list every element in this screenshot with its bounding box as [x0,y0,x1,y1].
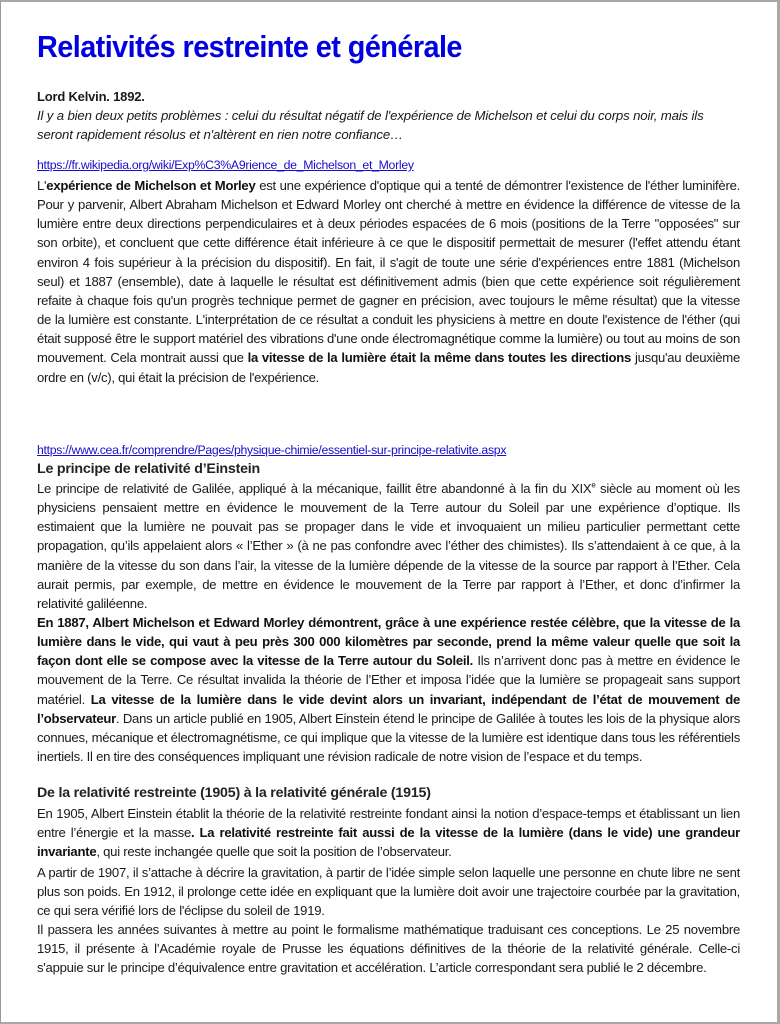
document-title: Relativités restreinte et générale [37,29,462,64]
bold-invariant: La vitesse de la lumière dans le vide devint alors un invariant, indépendant de l’état de mouvement de l’observateur [37,691,740,726]
section-heading-restricted-to-general: De la relativité restreinte (1905) à la relativité générale (1915) [37,785,431,801]
text-1887: Ils n’arrivent donc pas à mettre en évidence le mouvement de la Terre. Ce résultat invalida la théorie de l’Ether et imposa l’idée que la lumière se propageait sans support matériel. [37,653,740,707]
quote-text: Il y a bien deux petits problèmes : celui du résultat négatif de l'expérience de Michelson et celui du corps noir, mais ils seront rapidement résolus et n'altèrent en rien notre confiance… [37,108,704,142]
paragraph-body: est une expérience d'optique qui a tenté de démontrer l'existence de l'éther luminifère. Pour y parvenir, Albert Abraham Michelson et Edward Morley ont cherché à mettre en évidence la différence de vitesse de la lumière entre deux directions perpendiculaires et à deux périodes espacées de 6 mois (positions de la Terre "opposées" sur son orbite), et concluent que cette différence était inférieure à ce que le dispositif permettait de mesurer (l'effet attendu étant environ 4 fois supérieur à la précision du dispositif). En fait, il s'agit de toute une série d'expériences entre 1881 (Michelson seul) et 1887 (ensemble), date à laquelle le résultat est définitivement admis (bien que cette expérience soit régulièrement refaite à chaque fois qu'un progrès technique permet de gagner en précision, avec toujours le même résultat) que la vitesse de la lumière est constante. L'interprétation de ce résultat a conduit les physiciens à mettre en doute l'existence de l'éther (qui était supposé être le support matériel des vibrations d'une onde électromagnétique comme la lumière) ou tout au moins de son mouvement. Cela montrait aussi que [37,178,740,366]
intro-bold: expérience de Michelson et Morley [46,178,256,193]
text-observer: , qui reste inchangée quelle que soit la position de l’observateur. [96,844,452,860]
text-einstein-1905: . Dans un article publié en 1905, Albert Einstein étend le principe de Galilée à toutes les lois de la physique alors connues, mécanique et électromagnétisme, ce qui implique que la vitesse de la lumière est identique dans tous les référentiels inertiels. Il en tire des conséquences impliquant une révision radicale de notre vision de l’espace et du temps. [37,710,740,765]
section-heading-einstein-principle: Le principe de relativité d’Einstein [37,461,261,477]
wikipedia-link[interactable]: https://fr.wikipedia.org/wiki/Exp%C3%A9rience_de_Michelson_et_Morley [37,158,414,172]
text-after-sup: siècle au moment où les physiciens pensaient mettre en évidence le mouvement de la Terre autour du Soleil par une expérience d’optique. Ils estimaient que la lumière ne pouvait pas se propager dans le vide et invoquaient un milieu particulier permettant cette propagation, qu’ils appelaient alors « l’Ether » (à ne pas confondre avec l’éther des chimistes). Ils s’attendaient à ce que, à la manière de la vitesse du son dans l’air, la vitesse de la lumière dépende de la vitesse de la source par rapport à l’Ether. Cela aurait permis, par exemple, de mettre en évidence le mouvement de la Terre par rapport à l’Ether, et donc d’infirmer la relativité galiléenne. [37,481,740,611]
paragraph-tail: jusqu'au deuxième ordre en (v/c), qui était la précision de l'expérience. [37,350,740,385]
quote-author: Lord Kelvin. 1892. [37,89,145,104]
text-before-sup: Le principe de relativité de Galilée, appliqué à la mécanique, faillit être abandonné à la fin du XIX [37,481,592,496]
gravitation-1907-paragraph: A partir de 1907, il s’attache à décrire la gravitation, à partir de l’idée simple selon laquelle une personne en chute libre ne sent plus son poids. En 1912, il prolonge cette idée en expliquant que la lumière doit avoir une trajectoire courbée par la gravitation, ce qui sera vérifié lors de l'éclipse du soleil de 1919. [37,865,740,919]
cea-link[interactable]: https://www.cea.fr/comprendre/Pages/physique-chimie/essentiel-sur-principe-relativite.aspx [37,443,507,457]
bold-1887: En 1887, Albert Michelson et Edward Morley démontrent, grâce à une expérience restée célèbre, que la vitesse de la lumière dans le vide, qui vaut à peu près 300 000 kilomètres par seconde, prend la même valeur quelle que soit la façon dont elle se compose avec la vitesse de la Terre autour du Soleil. [37,615,740,669]
superscript-e: e [591,480,596,490]
light-speed-bold: la vitesse de la lumière était la même dans toutes les directions [247,350,632,366]
general-relativity-1915-paragraph: Il passera les années suivantes à mettre au point le formalisme mathématique traduisant ces conceptions. Le 25 novembre 1915, il présente à l’Académie royale de Prusse les équations définitives de la théorie de la relativité générale. Celle-ci s'appuie sur le principe d’équivalence entre gravitation et accélération. L’article correspondant sera publié le 2 décembre. [37,922,740,976]
relativity-1905-paragraph [37,804,740,861]
intro-prefix: L' [37,178,47,193]
galilee-paragraph [37,479,740,613]
bold-invariant-quantity: . La relativité restreinte fait aussi de la vitesse de la lumière (dans le vide) une grandeur invariante [37,825,740,860]
michelson-1887-paragraph [37,613,740,766]
michelson-morley-paragraph [37,176,740,387]
text-1905: En 1905, Albert Einstein établit la théorie de la relativité restreinte fondant ainsi la notion d’espace-temps et établissant un lien entre l’énergie et la masse [37,806,740,841]
